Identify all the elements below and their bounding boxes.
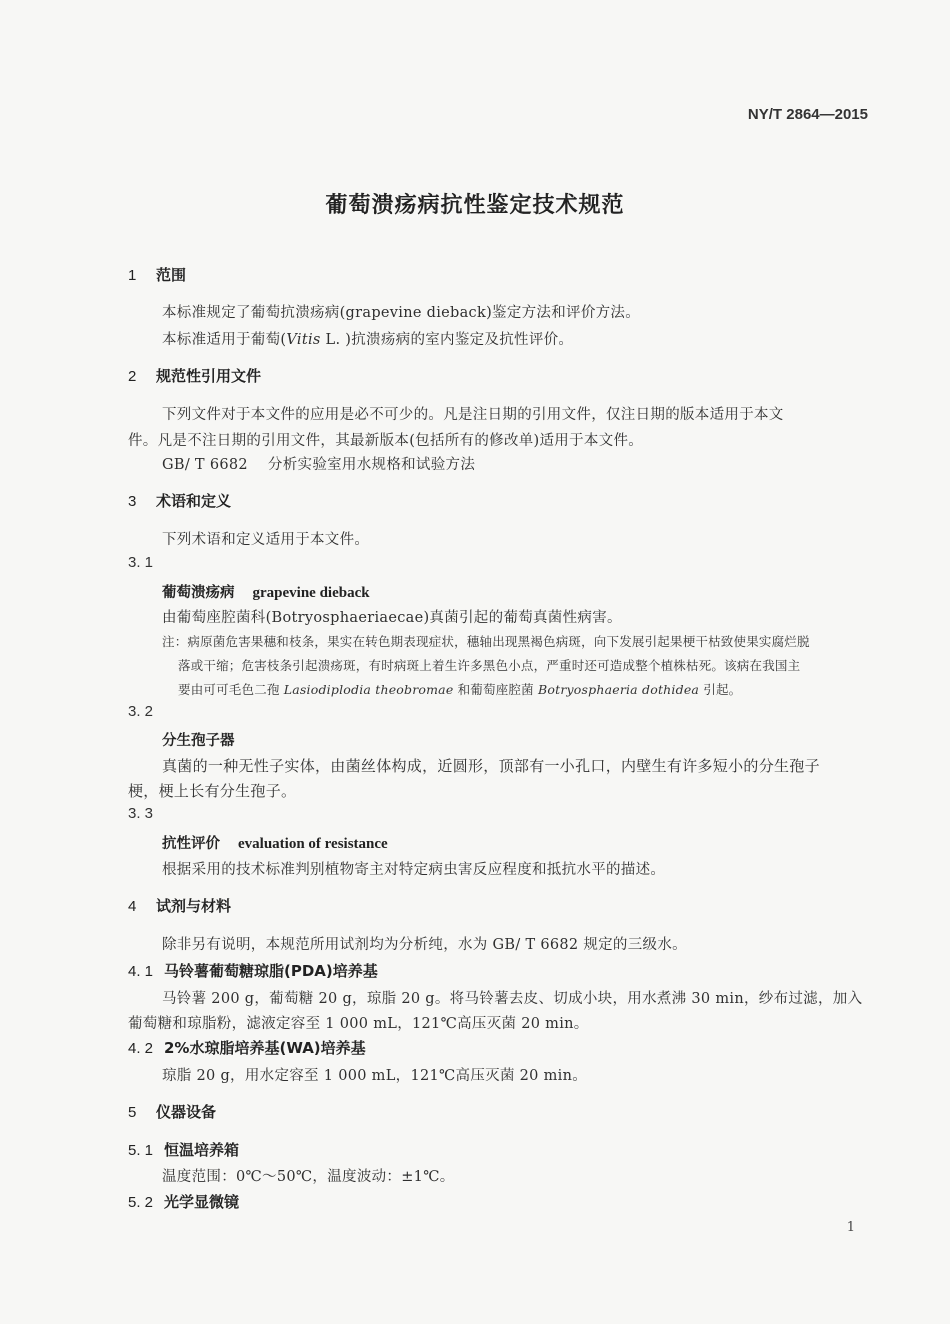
paragraph: 件。凡是不注日期的引用文件，其最新版本(包括所有的修改单)适用于本文件。 [128,433,644,449]
note-line: 注：病原菌危害果穗和枝条，果实在转色期表现症状，穗轴出现黑褐色病斑，向下发展引起果梗干枯致使果实腐烂脱 [162,634,810,649]
subsection-5-2-heading: 5. 2 光学显微镜 [128,1193,240,1211]
section-number: 2 [128,368,137,385]
term-definition: 根据采用的技术标准判别植物寄主对特定病虫害反应程度和抵抗水平的描述。 [162,862,666,878]
section-title: 试剂与材料 [156,897,232,915]
term-number: 3. 2 [128,703,154,720]
term-number: 3. 3 [128,805,154,822]
paragraph: 本标准规定了葡萄抗溃疡病(grapevine dieback)鉴定方法和评价方法。 [162,305,641,321]
reference-code: GB/ T 6682 [162,457,248,473]
normative-reference [162,453,475,474]
term-heading: 分生孢子器 [162,733,235,749]
section-title: 仪器设备 [156,1103,217,1121]
term-heading: 抗性评价 evaluation of resistance [162,836,388,852]
subsection-4-1-heading: 4. 1 马铃薯葡萄糖琼脂(PDA)培养基 [128,962,378,980]
section-2-heading [128,365,261,386]
note-line: 落或干缩；危害枝条引起溃疡斑，有时病斑上着生许多黑色小点，严重时还可造成整个植株枯死。该病在我国主 [178,658,801,673]
section-number: 1 [128,267,137,284]
section-number: 4 [128,898,137,915]
paragraph: 马铃薯 200 g，葡萄糖 20 g，琼脂 20 g。将马铃薯去皮、切成小块，用水煮沸 30 min，纱布过滤，加入 [162,991,863,1007]
subsection-4-2-heading: 4. 2 2%水琼脂培养基(WA)培养基 [128,1039,366,1057]
paragraph: 琼脂 20 g，用水定容至 1 000 mL，121℃高压灭菌 20 min。 [162,1068,588,1084]
section-title: 范围 [156,266,187,284]
section-3-heading [128,490,231,511]
paragraph: 本标准适用于葡萄(Vitis L. )抗溃疡病的室内鉴定及抗性评价。 [162,332,574,348]
term-number: 3. 1 [128,554,154,571]
section-title: 规范性引用文件 [156,367,262,385]
term-heading: 葡萄溃疡病 grapevine dieback [162,585,370,601]
section-5-heading [128,1101,216,1122]
paragraph: 温度范围：0℃～50℃，温度波动：±1℃。 [162,1169,455,1185]
section-title: 术语和定义 [156,492,232,510]
paragraph: 葡萄糖和琼脂粉，滤液定容至 1 000 mL，121℃高压灭菌 20 min。 [128,1016,589,1032]
standard-code: NY/T 2864—2015 [747,106,868,123]
section-number: 3 [128,493,137,510]
section-4-heading [128,895,231,916]
paragraph: 除非另有说明，本规范所用试剂均为分析纯，水为 GB/ T 6682 规定的三级水。 [162,937,687,953]
reference-title: 分析实验室用水规格和试验方法 [267,457,476,473]
subsection-5-1-heading: 5. 1 恒温培养箱 [128,1141,240,1159]
term-definition: 梗，梗上长有分生孢子。 [128,782,297,800]
paragraph: 下列术语和定义适用于本文件。 [162,532,370,548]
note-line: 要由可可毛色二孢 Lasiodiplodia theobromae 和葡萄座腔菌 Botryosphaeria dothidea 引起。 [178,682,742,697]
section-number: 5 [128,1104,137,1121]
page-number: 1 [846,1220,855,1235]
document-title: 葡萄溃疡病抗性鉴定技术规范 [325,193,625,218]
paragraph: 下列文件对于本文件的应用是必不可少的。凡是注日期的引用文件，仅注日期的版本适用于本文 [162,407,784,423]
term-definition: 由葡萄座腔菌科(Botryosphaeriaecae)真菌引起的葡萄真菌性病害。 [162,610,622,626]
term-definition: 真菌的一种无性子实体，由菌丝体构成，近圆形，顶部有一小孔口，内壁生有许多短小的分生孢子 [162,757,820,775]
section-1-heading [128,264,186,285]
